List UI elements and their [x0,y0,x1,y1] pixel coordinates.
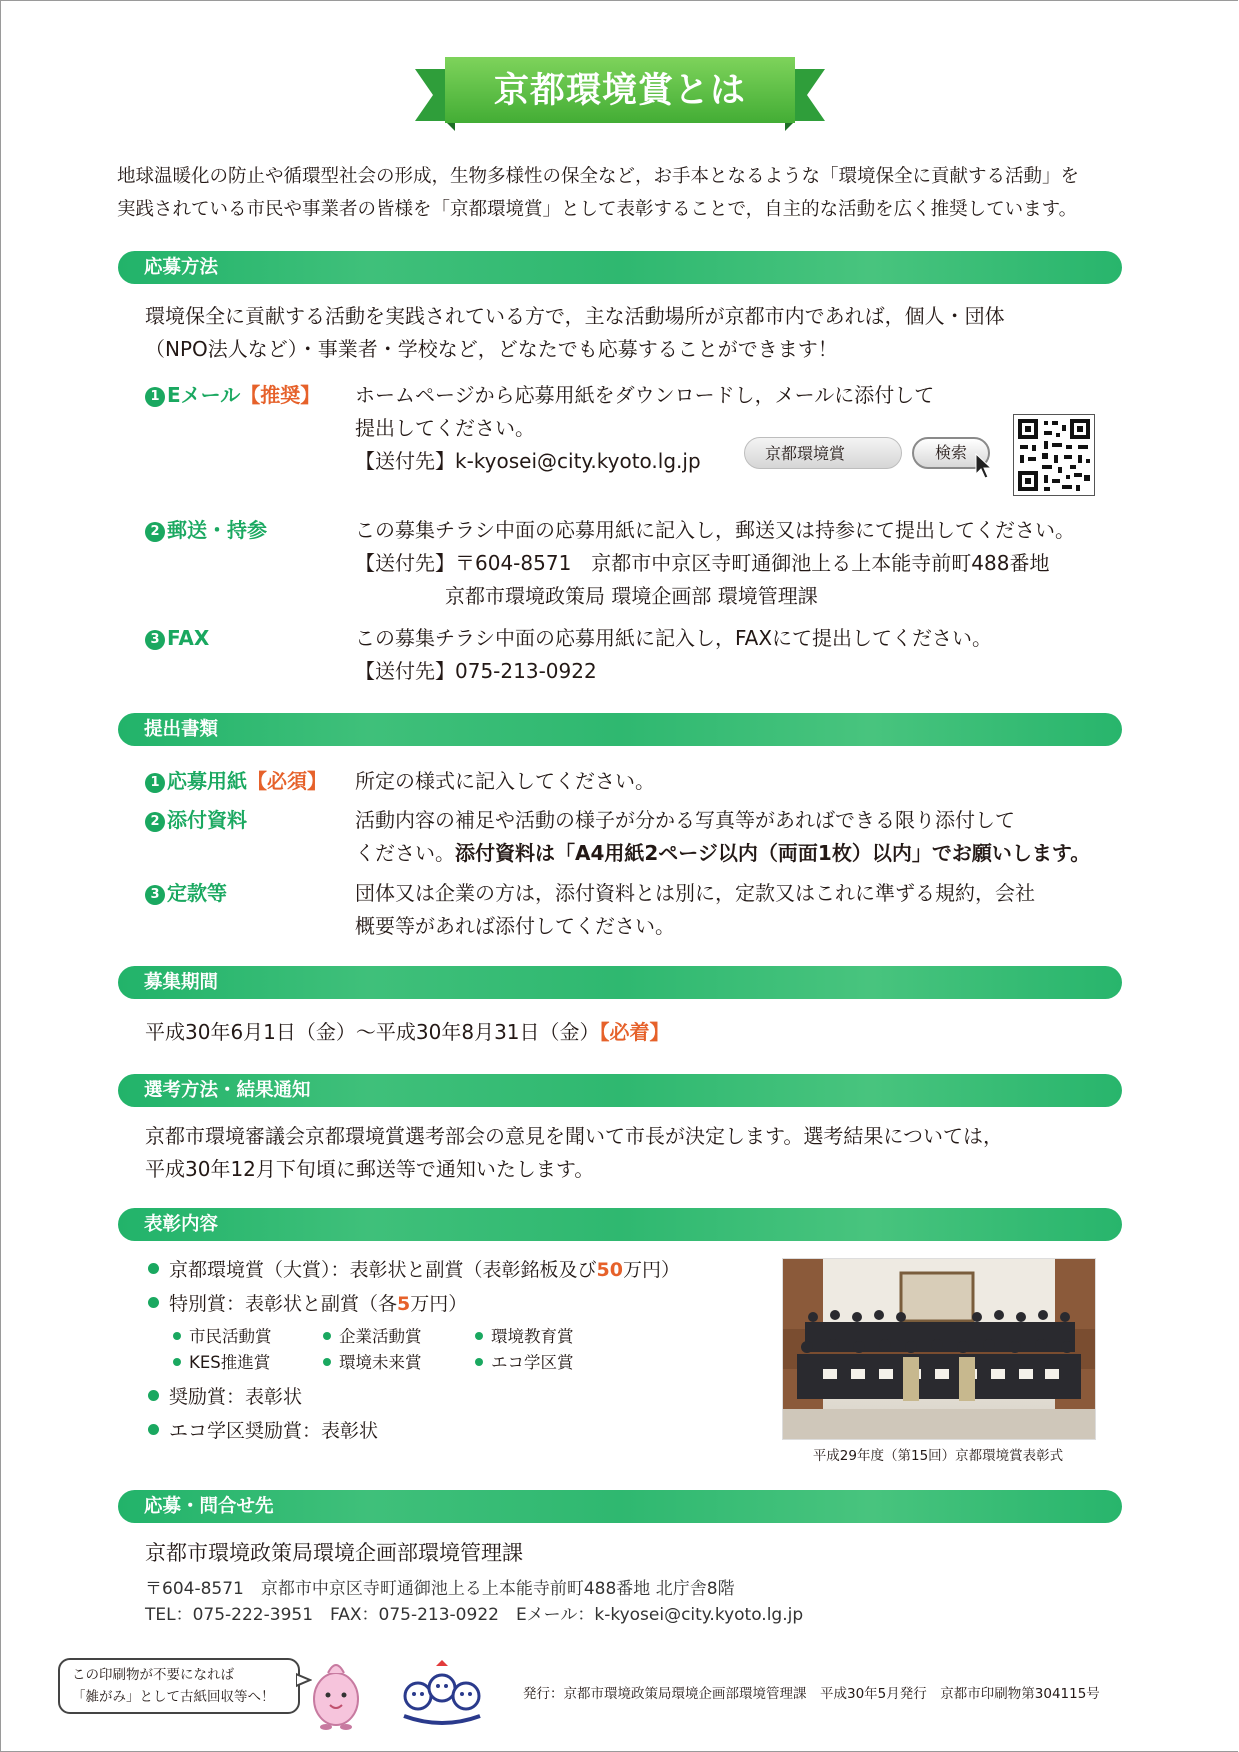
qr-code[interactable] [1013,414,1095,496]
cursor-icon [974,452,994,480]
method-fax-text: この募集チラシ中面の応募用紙に記入し，FAXにて提出してください。 【送付先】075-213-0922 [355,626,993,683]
publisher-info: 発行：京都市環境政策局環境企画部環境管理課 平成30年5月発行 京都市印刷物第304115号 [523,1686,1100,1702]
section-bar-documents: 提出書類 [118,713,1122,746]
selection-text: 京都市環境審議会京都環境賞選考部会の意見を聞いて市長が決定します。選考結果については， 平成30年12月下旬頃に郵送等で通知いたします。 [145,1124,1003,1181]
special-award-item: 環境教育賞 [475,1324,574,1350]
doc-attachment-text: 活動内容の補足や活動の様子が分かる写真等があればできる限り添付して ください。添付資料は「A4用紙2ページ以内（両面1枚）以内」でお願いします。 [355,808,1091,865]
section-bar-selection: 選考方法・結果通知 [118,1074,1122,1107]
method-email-text: ホームページから応募用紙をダウンロードし，メールに添付して 提出してください。 【送付先】k-kyosei@city.kyoto.lg.jp [355,383,935,473]
paper-mascot-icon [306,1655,366,1735]
search-input[interactable]: 京都環境賞 [744,437,902,469]
contact-address: 〒604-8571 京都市中京区寺町通御池上る上本能寺前町488番地 北庁舎8階 [145,1579,735,1599]
special-award-item: 環境未来賞 [323,1350,422,1376]
award-special: 特別賞：表彰状と副賞（各5万円） [148,1289,467,1319]
method-mail-label: 2 郵送・持参 [145,514,267,547]
apply-lead: 環境保全に貢献する活動を実践されている方で，主な活動場所が京都市内であれば，個人・団体 （NPO法人など）・事業者・学校など，どなたでも応募することができます！ [145,304,1005,361]
doc-form-text: 所定の様式に記入してください。 [355,769,655,793]
award-eco-district: エコ学区奨励賞：表彰状 [148,1416,378,1446]
search-button[interactable]: 検索 [912,437,990,469]
method-mail-text: この募集チラシ中面の応募用紙に記入し，郵送又は持参にて提出してください。 【送付先】〒604-8571 京都市中京区寺町通御池上る上本能寺前町488番地 京都市環境政策局 環境企画部 環境管理課 [355,518,1075,608]
method-email-label: 1 Eメール【推奨】 [145,379,320,412]
photo-caption: 平成29年度（第15回）京都環境賞表彰式 [812,1448,1064,1464]
intro-text: 地球温暖化の防止や循環型社会の形成，生物多様性の保全など，お手本となるような「環境保全に貢献する活動」を 実践されている市民や事業者の皆様を「京都環境賞」として表彰することで，自主的な活動を広く推奨しています。 [117,166,1080,220]
doc-form-label: 1 応募用紙【必須】 [145,765,327,798]
section-bar-contact: 応募・問合せ先 [118,1490,1122,1523]
contact-organization: 京都市環境政策局環境企画部環境管理課 [145,1541,523,1565]
special-award-item: エコ学区賞 [475,1350,574,1376]
method-fax-label: 3 FAX [145,622,209,655]
section-bar-apply: 応募方法 [118,251,1122,284]
period-text: 平成30年6月1日（金）～平成30年8月31日（金）【必着】 [145,1020,670,1044]
award-grand: 京都環境賞（大賞）：表彰状と副賞（表彰銘板及び50万円） [148,1255,680,1285]
community-logo-icon [396,1660,488,1730]
doc-articles-label: 3 定款等 [145,877,227,910]
special-award-item: 市民活動賞 [173,1324,272,1350]
section-bar-awards: 表彰内容 [118,1208,1122,1241]
doc-attachment-label: 2 添付資料 [145,804,247,837]
section-bar-period: 募集期間 [118,966,1122,999]
doc-articles-text: 団体又は企業の方は，添付資料とは別に，定款又はこれに準ずる規約，会社 概要等があれば添付してください。 [355,881,1035,938]
title-ribbon [415,55,825,133]
special-award-item: KES推進賞 [173,1350,270,1376]
recycle-speech-bubble: この印刷物が不要になれば 「雑がみ」として古紙回収等へ！ [58,1658,300,1714]
award-encouragement: 奨励賞：表彰状 [148,1382,302,1412]
special-award-item: 企業活動賞 [323,1324,422,1350]
contact-phones: TEL：075-222-3951 FAX：075-213-0922 Eメール：k-kyosei@city.kyoto.lg.jp [145,1605,804,1625]
ceremony-photo [782,1258,1096,1440]
page-title: 京都環境賞とは [493,71,746,111]
